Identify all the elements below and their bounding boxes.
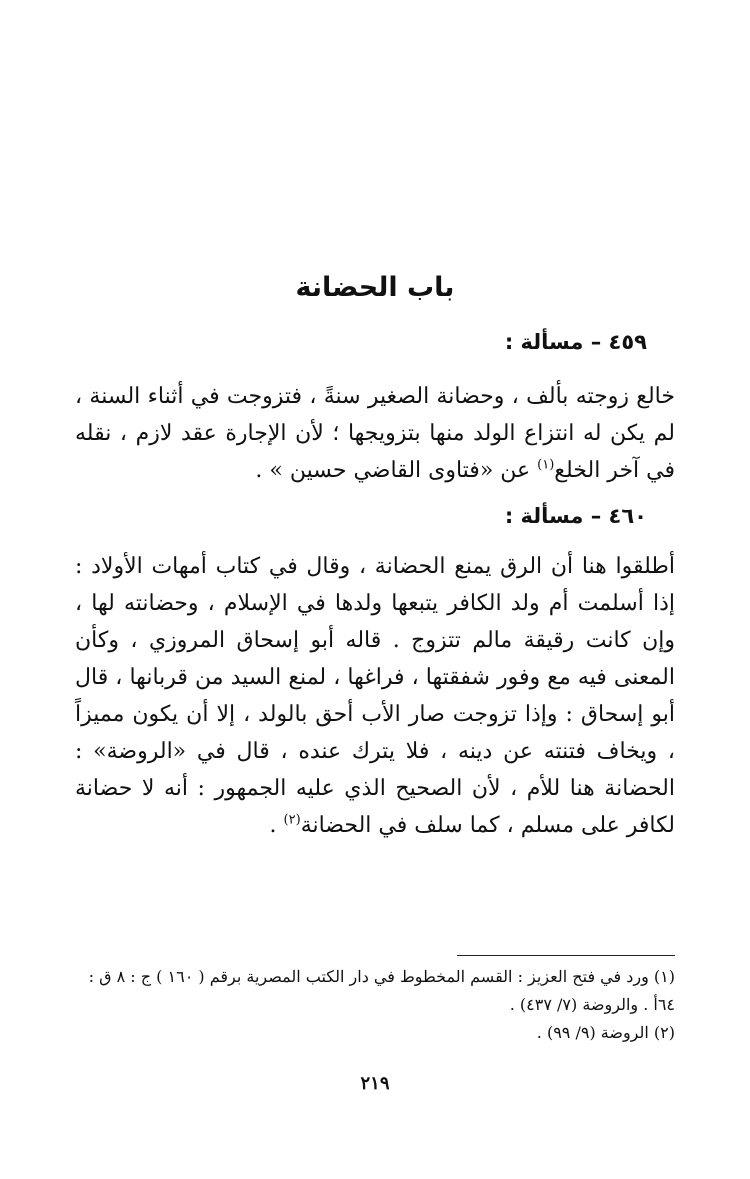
- issue-460-heading: ٤٦٠ – مسألة :: [504, 504, 647, 528]
- footnote-ref-1[interactable]: (١): [537, 457, 555, 473]
- issue-459-heading: ٤٥٩ – مسألة :: [504, 330, 647, 354]
- footnotes-list: [75, 963, 675, 1047]
- issue-460-body: [75, 548, 675, 844]
- issue-460-text-end: .: [269, 813, 284, 838]
- footnote-separator: [457, 955, 675, 956]
- issue-459-body: [75, 378, 675, 489]
- chapter-title: باب الحضانة: [295, 272, 455, 303]
- footnote-ref-2[interactable]: (٢): [283, 812, 301, 828]
- footnote-1: (١) ورد في فتح العزيز : القسم المخطوط في دار الكتب المصرية برقم ( ١٦٠ ) ج : ٨ ق : ٦٤أ . والروضة (٧/ ٤٣٧) .: [88, 967, 675, 1014]
- page-number: ٢١٩: [360, 1073, 390, 1094]
- issue-459-text-end: عن «فتاوى القاضي حسين » .: [255, 458, 538, 483]
- issue-460-text: أطلقوا هنا أن الرق يمنع الحضانة ، وقال في كتاب أمهات الأولاد : إذا أسلمت أم ولد الكافر يتبعها ولدها في الإسلام ، وحضانته لها ، وإن كانت رقيقة مالم تتزوج . قاله أبو إسحاق المروزي ، وكأن المعنى فيه مع وفور شفقتها ، فراغها ، لمنع السيد من قربانها ، قال أبو إسحاق : وإذا تزوجت صار الأب أحق بالولد ، إلا أن يكون مميزاً ، ويخاف فتنته عن دينه ، فلا يترك عنده ، قال في «الروضة» : الحضانة هنا للأم ، لأن الصحيح الذي عليه الجمهور : أنه لا حضانة لكافر على مسلم ، كما سلف في الحضانة: [75, 554, 675, 838]
- footnote-2: (٢) الروضة (٩/ ٩٩) .: [536, 1023, 675, 1042]
- issue-459-text: خالع زوجته بألف ، وحضانة الصغير سنةً ، فتزوجت في أثناء السنة ، لم يكن له انتزاع الولد منها بتزويجها ؛ لأن الإجارة عقد لازم ، نقله في آخر الخلع: [75, 384, 675, 483]
